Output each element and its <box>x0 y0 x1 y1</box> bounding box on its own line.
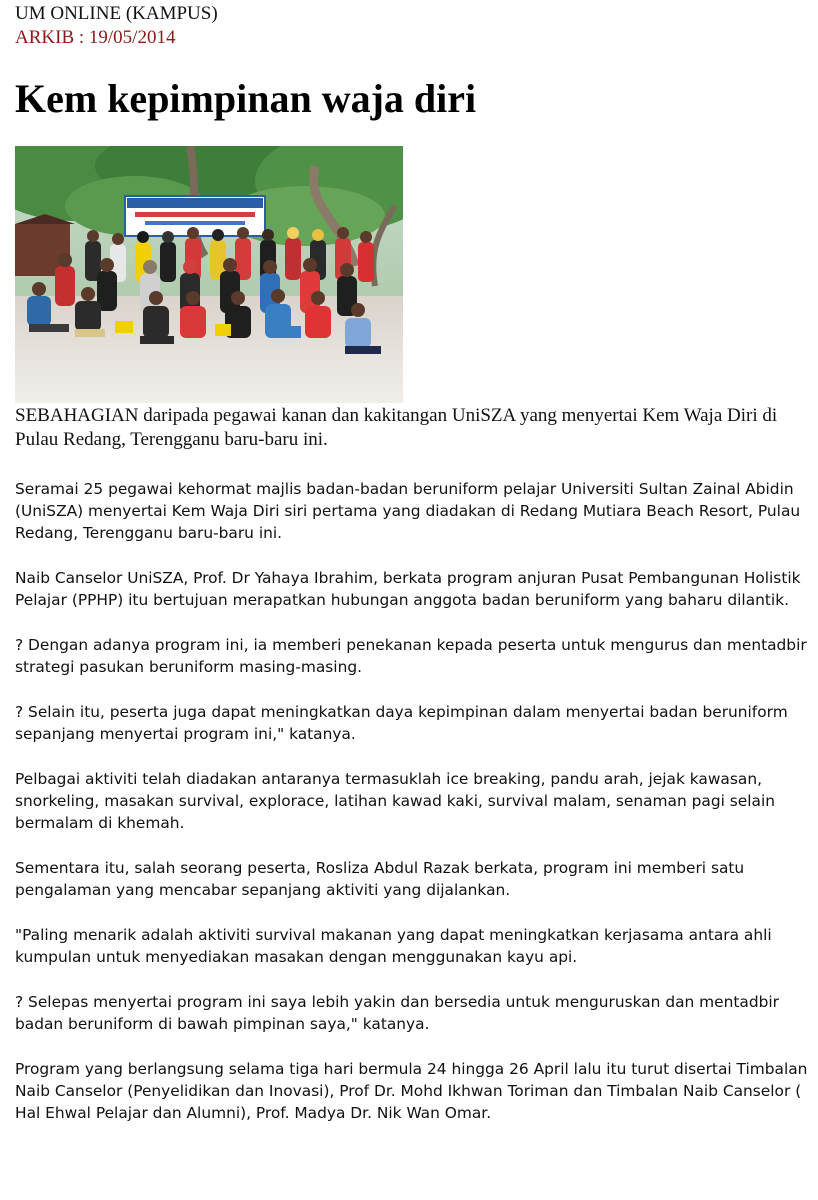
paragraph: Naib Canselor UniSZA, Prof. Dr Yahaya Ibrahim, berkata program anjuran Pusat Pembangunan Holistik Pelajar (PPHP) itu bertujuan merapatkan hubungan anggota badan beruniform yang baharu dilantik. <box>15 569 801 609</box>
paragraph: Seramai 25 pegawai kehormat majlis badan-badan beruniform pelajar Universiti Sultan Zainal Abidin (UniSZA) menyertai Kem Waja Diri siri pertama yang diadakan di Redang Mutiara Beach Resort, Pulau Redang, Terengganu baru-baru ini. <box>15 480 801 542</box>
paragraph: ? Dengan adanya program ini, ia memberi penekanan kepada peserta untuk mengurus dan mentadbir strategi pasukan beruniform masing-masing. <box>15 636 807 676</box>
publication-source: UM ONLINE (KAMPUS) <box>15 3 218 24</box>
paragraph: Pelbagai aktiviti telah diadakan antaranya termasuklah ice breaking, pandu arah, jejak kawasan, snorkeling, masakan survival, explorace, latihan kawad kaki, survival malam, senaman pagi selain bermalam di khemah. <box>15 770 775 832</box>
archive-date: ARKIB : 19/05/2014 <box>15 27 176 48</box>
article-title: Kem kepimpinan waja diri <box>15 76 477 121</box>
article-photo <box>15 146 403 403</box>
paragraph: Sementara itu, salah seorang peserta, Rosliza Abdul Razak berkata, program ini memberi satu pengalaman yang mencabar sepanjang aktiviti yang dijalankan. <box>15 859 745 899</box>
paragraph: "Paling menarik adalah aktiviti survival makanan yang dapat meningkatkan kerjasama antara ahli kumpulan untuk menyediakan masakan dengan menggunakan kayu api. <box>15 926 772 966</box>
photo-caption: SEBAHAGIAN daripada pegawai kanan dan kakitangan UniSZA yang menyertai Kem Waja Diri di Pulau Redang, Terengganu baru-baru ini. <box>15 405 778 450</box>
paragraph: Program yang berlangsung selama tiga hari bermula 24 hingga 26 April lalu itu turut disertai Timbalan Naib Canselor (Penyelidikan dan Inovasi), Prof Dr. Mohd Ikhwan Toriman dan Timbalan Naib Canselor ( Hal Ehwal Pelajar dan Alumni), Prof. Madya Dr. Nik Wan Omar. <box>15 1060 808 1122</box>
paragraph: ? Selain itu, peserta juga dapat meningkatkan daya kepimpinan dalam menyertai badan beruniform sepanjang menyertai program ini," katanya. <box>15 703 788 743</box>
article-body <box>15 478 815 1147</box>
paragraph: ? Selepas menyertai program ini saya lebih yakin dan bersedia untuk menguruskan dan mentadbir badan beruniform di bawah pimpinan saya," katanya. <box>15 993 779 1033</box>
